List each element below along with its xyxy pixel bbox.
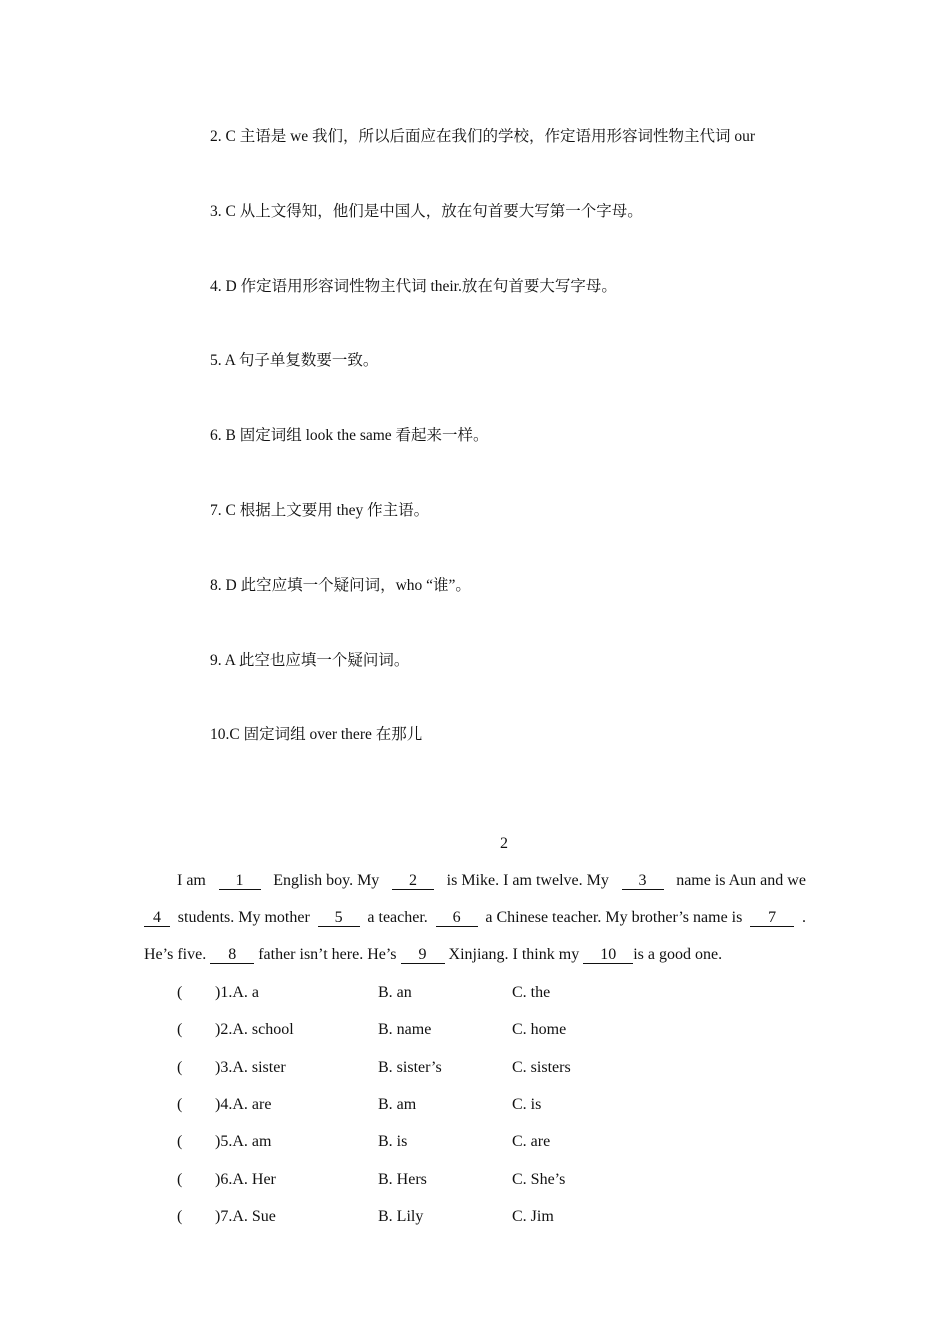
answer-explanation: 4. D 作定语用形容词性物主代词 their.放在句首要大写字母。	[210, 278, 617, 295]
option-b: B. am	[378, 1096, 417, 1113]
option-b: B. sister’s	[378, 1059, 442, 1076]
option-c: C. is	[512, 1096, 542, 1113]
passage-line	[144, 946, 722, 964]
option-b: B. is	[378, 1133, 408, 1150]
passage-text: is Mike. I am twelve. My	[446, 872, 609, 889]
passage-text: is a good one.	[633, 946, 723, 963]
blank: 1	[219, 873, 261, 890]
answer-paren: (	[177, 1021, 183, 1038]
passage-text: a Chinese teacher. My brother’s name is	[485, 909, 743, 926]
blank: 9	[401, 947, 445, 964]
answer-paren: (	[177, 1208, 183, 1225]
answer-paren: (	[177, 1133, 183, 1150]
passage-text: He’s five.	[144, 946, 207, 963]
answer-paren: (	[177, 984, 183, 1001]
option-a: )5.A. am	[215, 1133, 272, 1150]
answer-explanation: 7. C 根据上文要用 they 作主语。	[210, 502, 430, 519]
option-c: C. the	[512, 984, 551, 1001]
blank: 7	[750, 910, 794, 927]
option-c: C. home	[512, 1021, 567, 1038]
passage-text: English boy. My	[273, 872, 380, 889]
option-b: B. Lily	[378, 1208, 424, 1225]
blank: 8	[210, 947, 254, 964]
answer-paren: (	[177, 1171, 183, 1188]
answer-paren: (	[177, 1059, 183, 1076]
passage-line	[177, 872, 806, 890]
option-b: B. an	[378, 984, 412, 1001]
option-a: )7.A. Sue	[215, 1208, 276, 1225]
passage-text: father isn’t here. He’s	[258, 946, 397, 963]
option-c: C. Jim	[512, 1208, 554, 1225]
passage-text: name is Aun and we	[676, 872, 806, 889]
blank: 2	[392, 873, 434, 890]
passage-line	[144, 909, 806, 927]
answer-explanation: 6. B 固定词组 look the same 看起来一样。	[210, 427, 489, 444]
answer-paren: (	[177, 1096, 183, 1113]
option-a: )6.A. Her	[215, 1171, 276, 1188]
answer-explanation: 5. A 句子单复数要一致。	[210, 352, 379, 369]
option-c: C. sisters	[512, 1059, 571, 1076]
passage-text: a teacher.	[367, 909, 428, 926]
answer-explanation: 8. D 此空应填一个疑问词，who “谁”。	[210, 577, 471, 594]
passage-text: Xinjiang. I think my	[448, 946, 580, 963]
option-c: C. are	[512, 1133, 551, 1150]
option-a: )3.A. sister	[215, 1059, 286, 1076]
blank: 5	[318, 910, 360, 927]
answer-explanation: 3. C 从上文得知，他们是中国人，放在句首要大写第一个字母。	[210, 203, 643, 220]
blank: 10	[583, 947, 633, 964]
passage-text: .	[801, 909, 806, 926]
section-number: 2	[500, 835, 508, 852]
blank: 3	[622, 873, 664, 890]
option-b: B. Hers	[378, 1171, 427, 1188]
blank: 4	[144, 910, 170, 927]
answer-explanation: 2. C 主语是 we 我们，所以后面应在我们的学校，作定语用形容词性物主代词 our	[210, 128, 756, 145]
option-b: B. name	[378, 1021, 432, 1038]
answer-explanation: 9. A 此空也应填一个疑问词。	[210, 652, 410, 669]
blank: 6	[436, 910, 478, 927]
passage-text: students. My mother	[177, 909, 310, 926]
option-a: )4.A. are	[215, 1096, 272, 1113]
answer-explanation: 10.C 固定词组 over there 在那儿	[210, 726, 423, 743]
passage-text: I am	[177, 872, 206, 889]
option-c: C. She’s	[512, 1171, 566, 1188]
option-a: )2.A. school	[215, 1021, 294, 1038]
option-a: )1.A. a	[215, 984, 259, 1001]
